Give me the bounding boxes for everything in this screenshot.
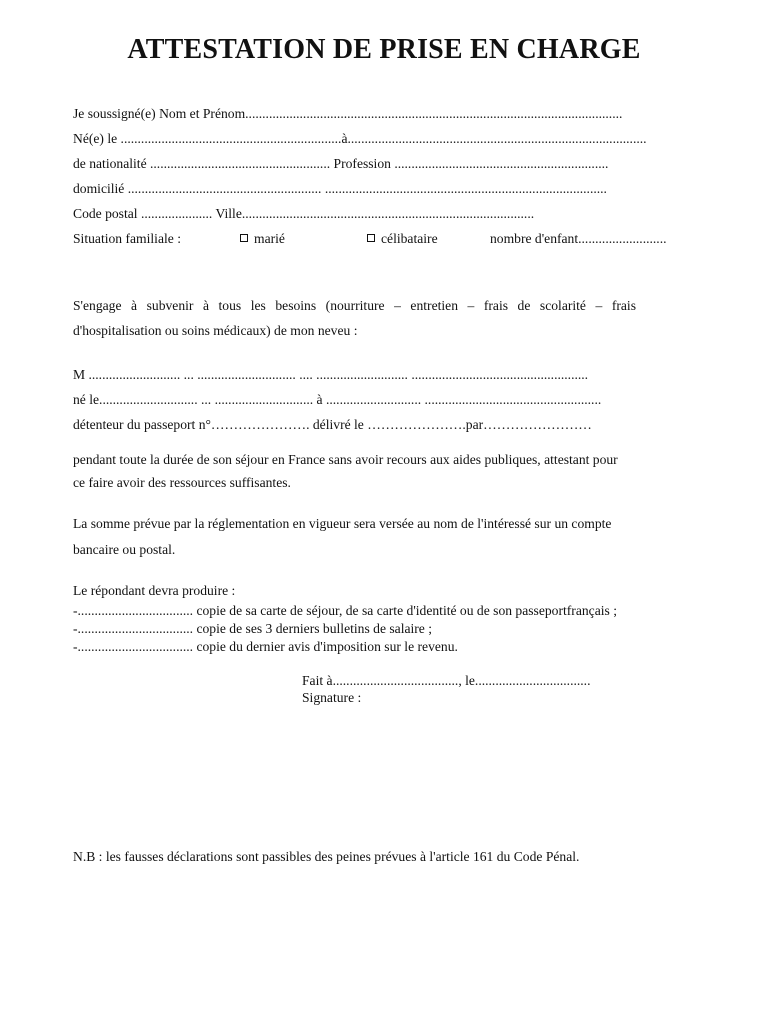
birth-place-field: à........................................................................................ (341, 131, 647, 146)
payment-line-2: bancaire ou postal. (73, 542, 176, 557)
identity-address-line (73, 181, 607, 197)
children-count-field: nombre d'enfant.......................... (490, 231, 667, 246)
requirement-item: -.................................. copie du dernier avis d'imposition sur le revenu. (73, 639, 458, 654)
engagement-line-1 (73, 298, 636, 314)
signature-label: Signature : (302, 690, 362, 705)
identity-name-line: Je soussigné(e) Nom et Prénom............................................................................................................... (73, 106, 623, 121)
engagement-text-1: S'engage à subvenir à tous les besoins (nourriture – entretien – frais de scolarité – frais (73, 298, 636, 313)
birth-date-field: Né(e) le ................................................................. (73, 131, 342, 146)
option-single[interactable] (367, 231, 438, 247)
beneficiary-passport-line: détenteur du passeport n°…………………. délivré le ………………….par…………………… (73, 417, 592, 432)
payment-line-1: La somme prévue par la réglementation en vigueur sera versée au nom de l'intéressé sur un compte (73, 516, 612, 531)
signature-place-date: Fait à....................................., le.................................. (302, 673, 591, 688)
identity-nationality-line (73, 156, 608, 172)
identity-birth-line (73, 131, 647, 147)
address-field: domicilié ......................................................... (73, 181, 322, 196)
engagement-line-2: d'hospitalisation ou soins médicaux) de mon neveu : (73, 323, 358, 338)
legal-note: N.B : les fausses déclarations sont passibles des peines prévues à l'article 161 du Code Pénal. (73, 849, 580, 864)
profession-field: Profession ............................................................... (333, 156, 609, 171)
address-continuation-field: ................................................................................... (324, 181, 607, 196)
option-single-label: célibataire (381, 231, 438, 246)
requirements-heading: Le répondant devra produire : (73, 583, 236, 598)
family-situation-line (73, 231, 667, 247)
beneficiary-name-line: M ........................... ... ............................. .... ........................... .................................................... (73, 367, 589, 382)
requirement-item: -.................................. copie de sa carte de séjour, de sa carte d'identité ou de son passeportfrançais ; (73, 603, 617, 618)
duration-line-2: ce faire avoir des ressources suffisantes. (73, 475, 291, 490)
option-married-label: marié (254, 231, 285, 246)
requirement-item: -.................................. copie de ses 3 derniers bulletins de salaire ; (73, 621, 433, 636)
nationality-field: de nationalité ..................................................... (73, 156, 331, 171)
checkbox-icon (240, 234, 248, 242)
family-situation-label: Situation familiale : (73, 231, 181, 246)
beneficiary-birth-line: né le............................. ... ............................. à ............................ .................................................... (73, 392, 602, 407)
checkbox-icon (367, 234, 375, 242)
document-title: ATTESTATION DE PRISE EN CHARGE (127, 34, 641, 65)
identity-postal-line: Code postal ..................... Ville...................................................................................... (73, 206, 535, 221)
duration-line-1: pendant toute la durée de son séjour en France sans avoir recours aux aides publiques, attestant pour (73, 452, 618, 467)
option-married[interactable] (240, 231, 285, 247)
